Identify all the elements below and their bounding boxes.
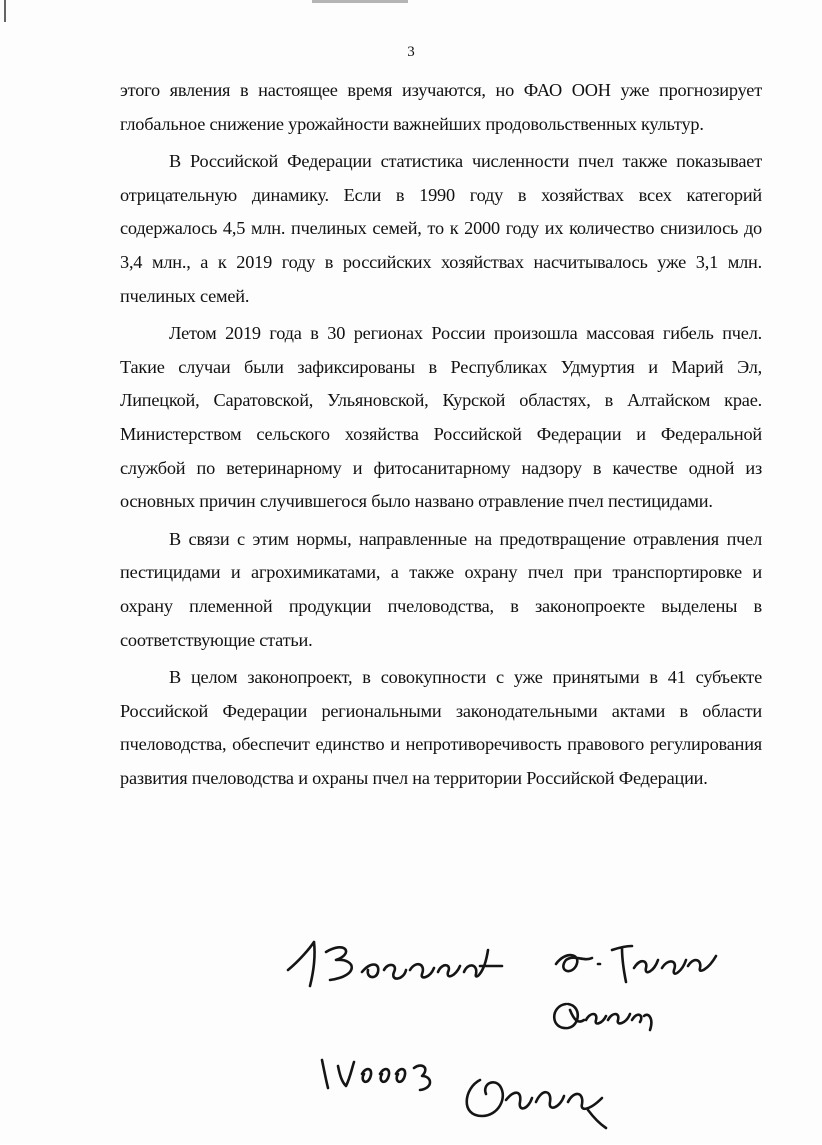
signatures-block <box>270 920 770 1140</box>
document-body <box>120 74 762 799</box>
paragraph-conclusion: В целом законопроект, в совокупности с уже принятыми в 41 субъекте Российской Федерации региональными законодательными актами в области пчеловодства, обеспечит единство и непротиворечивость правового регулирования развития пчеловодства и охраны пчел на территории Российской Федерации. <box>120 667 762 788</box>
paragraph-norms: В связи с этим нормы, направленные на предотвращение отравления пчел пестицидами и агрохимикатами, а также охрану пчел при транспортировке и охрану племенной продукции пчеловодства, в законопроекте выделены в соответствующие статьи. <box>120 528 762 650</box>
signature-3 <box>554 1004 651 1030</box>
signature-2 <box>556 946 716 982</box>
signature-1 <box>288 942 502 986</box>
paragraph-statistics: В Российской Федерации статистика численности пчел также показывает отрицательную динамику. Если в 1990 году в хозяйствах всех категорий содержалось 4,5 млн. пчелиных семей, то к 2000 году их количество снизилось до 3,4 млн., а к 2019 году в российских хозяйствах насчитывалось уже 3,1 млн. пчелиных семей. <box>120 151 762 306</box>
paragraph-bee-deaths: Летом 2019 года в 30 регионах России произошла массовая гибель пчел. Такие случаи были зафиксированы в Республиках Удмуртия и Марий Эл, Липецкой, Саратовской, Ульяновской, Курской областях, в Алтайском крае. Министерством сельского хозяйства Российской Федерации и Федеральной службой по ветеринарному и фитосанитарному надзору в качестве одной из основных причин случившегося было названо отравление пчел пестицидами. <box>120 323 762 512</box>
signature-5 <box>467 1080 606 1128</box>
page-number: 3 <box>407 44 415 60</box>
signature-4 <box>322 1060 430 1090</box>
paragraph-continued: этого явления в настоящее время изучаются, но ФАО ООН уже прогнозирует глобальное снижение урожайности важнейших продовольственных культур. <box>120 80 762 134</box>
scan-top-rule <box>312 0 408 3</box>
scan-edge-mark <box>4 0 6 22</box>
